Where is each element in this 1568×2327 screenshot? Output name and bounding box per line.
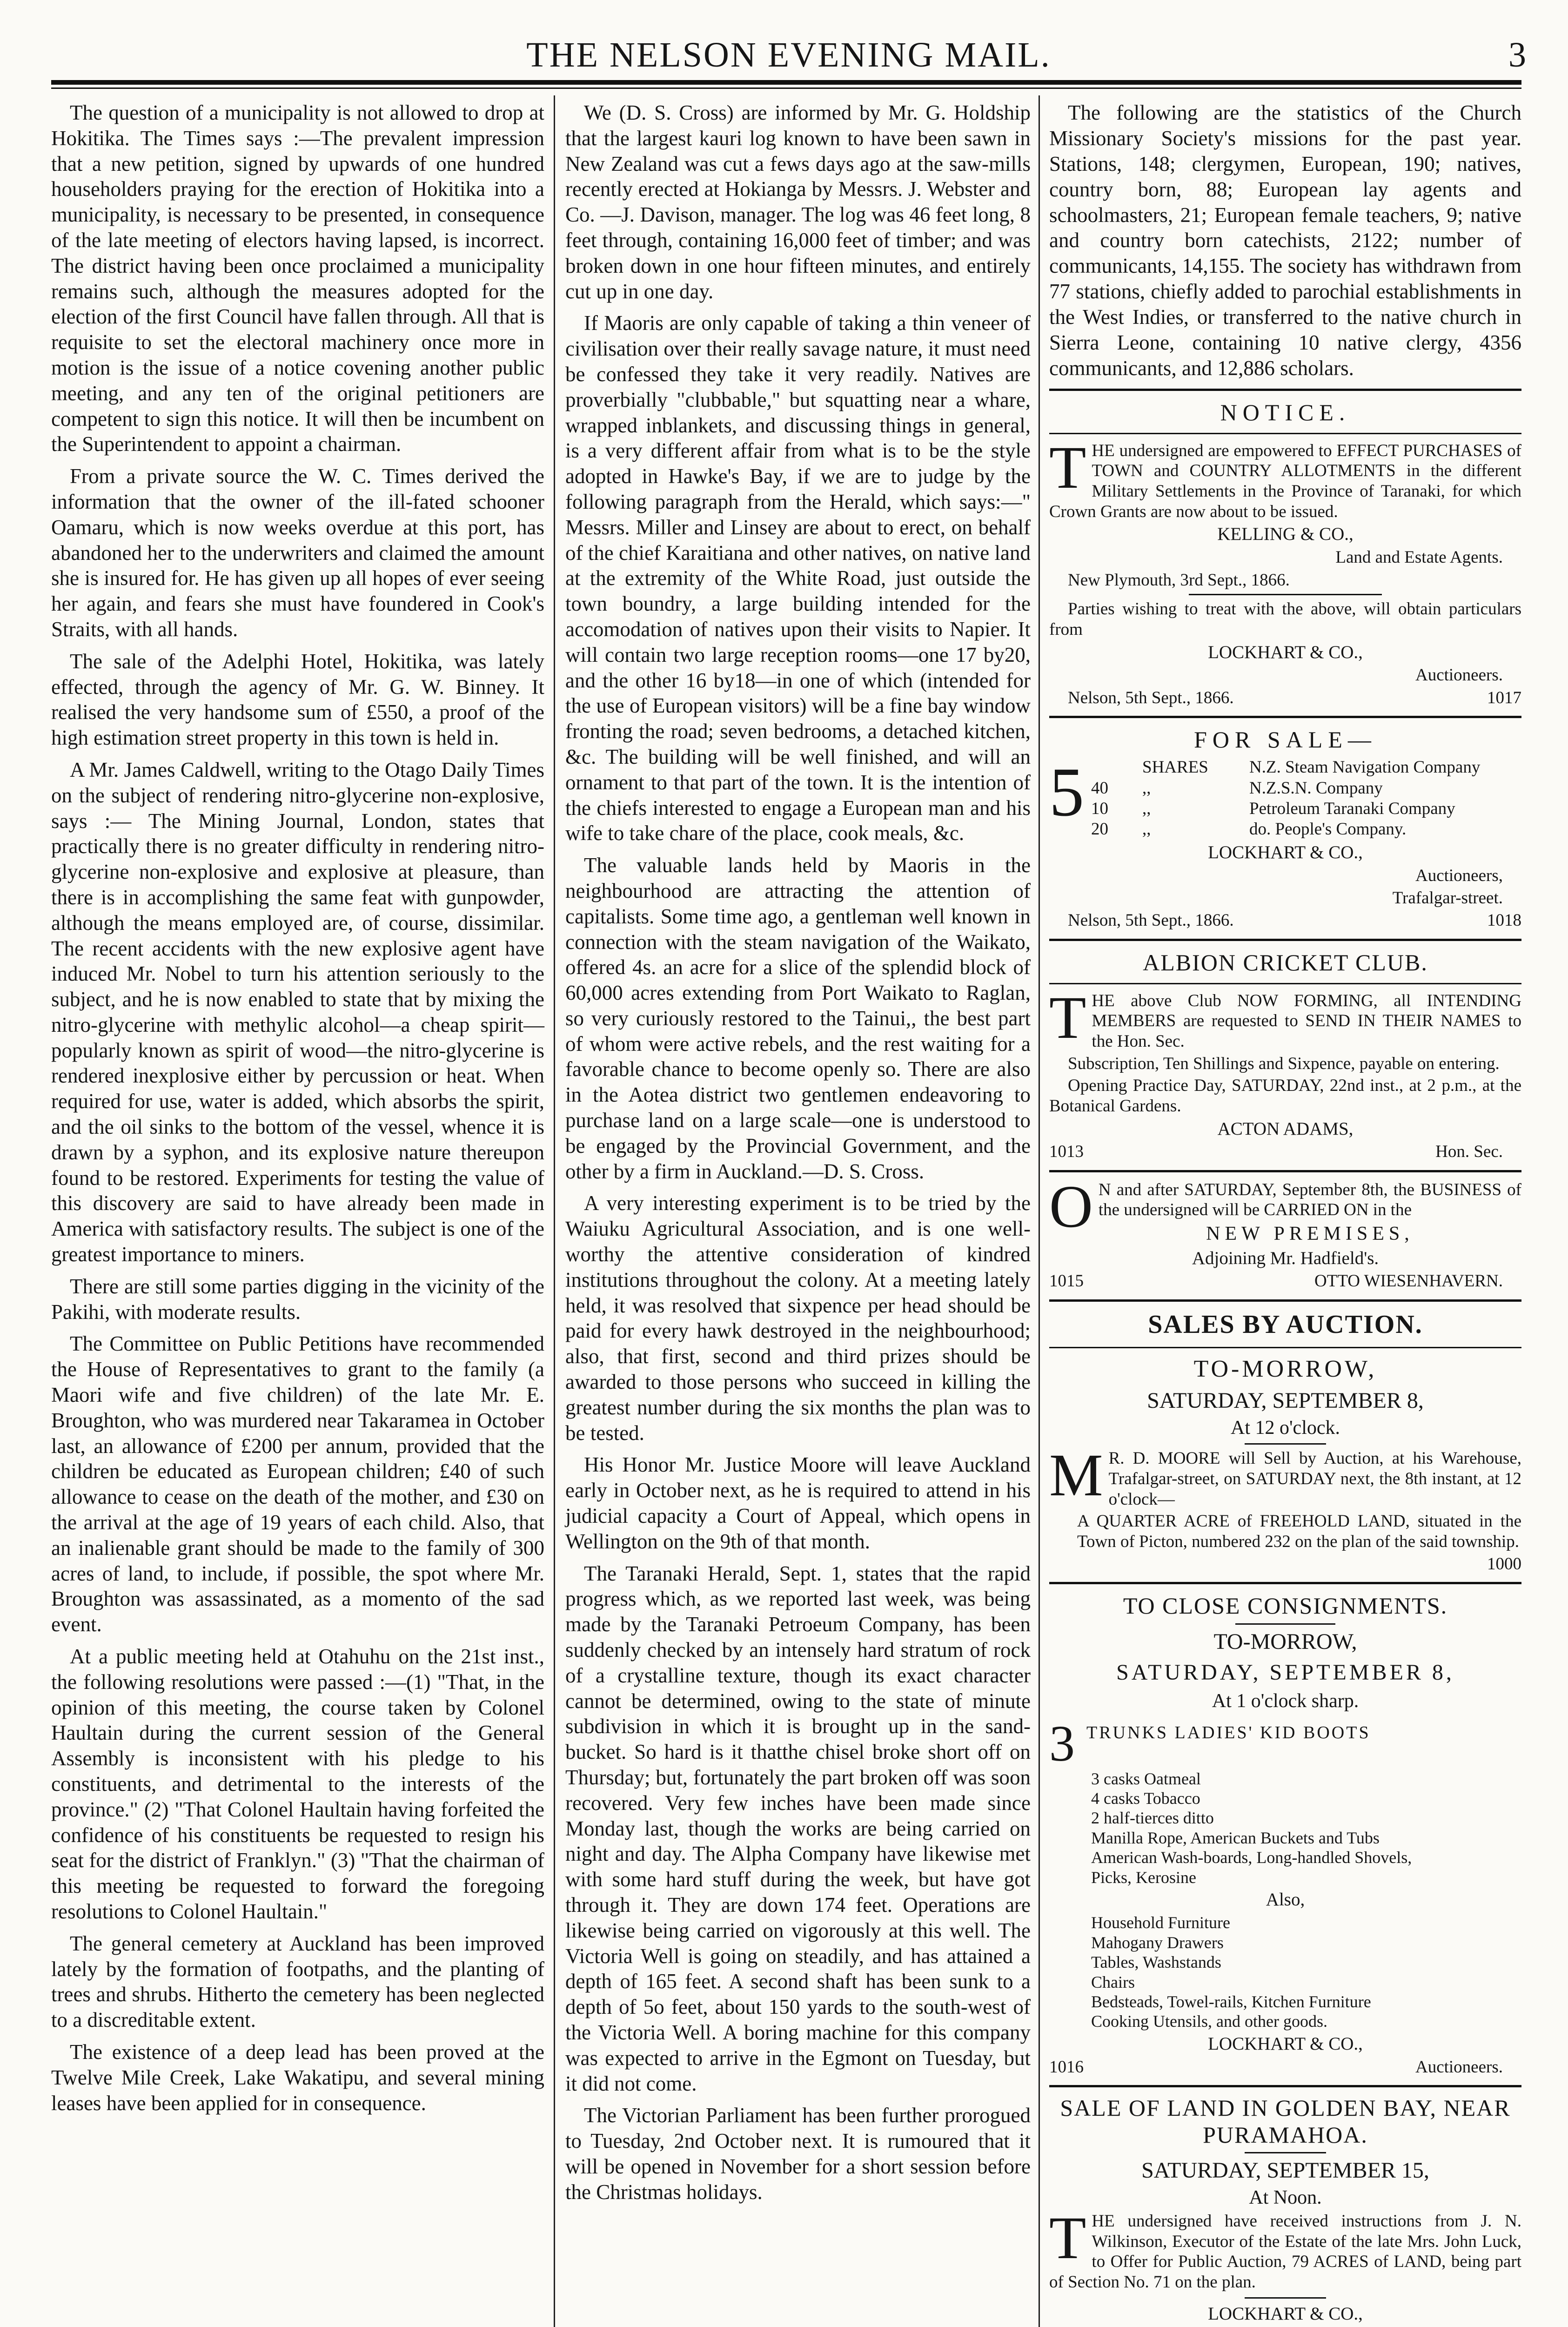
list-item: 3 casks Oatmeal <box>1091 1769 1201 1788</box>
ad-subheading: NEW PREMISES, <box>1206 1223 1414 1245</box>
auction-day: TO-MORROW, <box>1193 1355 1377 1382</box>
ad-body: Opening Practice Day, SATURDAY, 22nd inst., at 2 p.m., at the Botanical Gardens. <box>1049 1076 1521 1116</box>
ad-signer: ACTON ADAMS, <box>1217 1118 1354 1139</box>
ad-land-sale <box>1049 2095 1521 2327</box>
page-number: 3 <box>1508 35 1526 74</box>
ad-number: 1000 <box>1487 1554 1521 1574</box>
list-item: Cooking Utensils, and other goods. <box>1091 2012 1327 2031</box>
shares-block <box>1049 753 1521 840</box>
ad-heading: ALBION CRICKET CLUB. <box>1143 949 1428 975</box>
ad-text: HE undersigned have received instructions from J. N. Wilkinson, Executor of the Estate of the late Mrs. John Luck, to Offer for Public Auction, 79 ACRES of LAND, being part of Section No. 71 on the plan. <box>1049 2212 1521 2292</box>
ad-signer-role: Auctioneers. <box>1415 2057 1503 2077</box>
ad-divider <box>1049 1299 1521 1302</box>
ad-body <box>1049 984 1521 1052</box>
list-item: Bedsteads, Towel-rails, Kitchen Furniture <box>1091 1992 1371 2011</box>
article-waiuku-hawks: A very interesting experiment is to be tried by the Waiuku Agricultural Association, and is one well-worthy the attentive consideration of kindred institutions throughout the colony. At a meeting lately held, it was resolved that sixpence per head should be paid for every hawk destroyed in the neighbourhood; also, that first, second and third prizes should be awarded to those persons who succeed in killing the greatest number during the six months the plan was to be tested. <box>565 1191 1031 1445</box>
list-item: Chairs <box>1091 1972 1135 1991</box>
ad-heading: TO CLOSE CONSIGNMENTS. <box>1123 1592 1448 1619</box>
ad-notice <box>1049 398 1521 708</box>
ad-text: N and after SATURDAY, September 8th, the BUSINESS of the undersigned will be CARRIED ON in the <box>1098 1180 1521 1220</box>
list-item: American Wash-boards, Long-handled Shovels, <box>1091 1848 1412 1867</box>
ad-signer-role: Land and Estate Agents. <box>1335 548 1503 567</box>
ad-dateline: Nelson, 5th Sept., 1866. <box>1068 688 1234 707</box>
list-item: Picks, Kerosine <box>1091 1868 1196 1887</box>
column-1 <box>51 100 544 2122</box>
ad-footer <box>1068 688 1521 708</box>
list-item: 2 half-tierces ditto <box>1091 1809 1214 1828</box>
article-pakihi: There are still some parties digging in the vicinity of the Pakihi, with moderate results. <box>51 1274 544 1324</box>
column-divider-1 <box>554 95 555 2327</box>
ad-signer-role: Auctioneers, <box>1415 866 1503 885</box>
ad-body: A QUARTER ACRE of FREEHOLD LAND, situated in the Town of Picton, numbered 232 on the plan of the said township. <box>1077 1512 1521 1551</box>
ad-divider <box>1049 939 1521 941</box>
ad-number: 1013 <box>1049 1142 1084 1162</box>
auction-time: At 12 o'clock. <box>1230 1417 1340 1439</box>
ad-divider <box>1049 983 1521 984</box>
ad-text: HE undersigned are empowered to EFFECT PURCHASES of TOWN and COUNTRY ALLOTMENTS in the different Military Settlements in the Province of Taranaki, for which Crown Grants are now about to be issued. <box>1049 441 1521 521</box>
ad-divider <box>1245 1443 1326 1445</box>
list-item: SHARES N.Z. Steam Navigation Company <box>1142 758 1481 777</box>
drop-cap: T <box>1049 2205 1086 2272</box>
column-divider-2 <box>1039 95 1040 2327</box>
ad-body <box>1049 434 1521 522</box>
ad-footer <box>1049 1142 1521 1162</box>
list-item: 4 casks Tobacco <box>1091 1789 1200 1808</box>
ad-number: 1018 <box>1487 911 1521 930</box>
ad-text: R. D. MOORE will Sell by Auction, at his Warehouse, Trafalgar-street, on SATURDAY next, the 8th instant, at 12 o'clock— <box>1108 1449 1521 1509</box>
article-hokitika-municipality: The question of a municipality is not allowed to drop at Hokitika. The Times says :—The prevalent impression that a new petition, signed by upwards of one hundred householders praying for the erection of Hokitika into a municipality, is necessary to be presented, in consequence of the late meeting of electors having lapsed, is incorrect. The district having been once proclaimed a municipality remains such, although the measures adopted for the election of the first Council have fallen through. All that is requisite to set the electoral machinery once more in motion is the issue of a notice covening another public meeting, and any ten of the original petitioners are competent to sign this notice. It will then be incumbent on the Superintendent to appoint a chairman. <box>51 101 544 456</box>
ad-new-premises <box>1049 1173 1521 1292</box>
article-public-petitions: The Committee on Public Petitions have recommended the House of Representatives to grant to the family (a Maori wife and five children) of the late Mr. E. Broughton, who was murdered near Takaramea in October last, an allowance of £200 per annum, provided that the children be educated as European children; £40 of such allowance to cease on the death of the mother, and £30 on the arrival at the age of 19 years of each child. Also, that an inalienable grant should be made to the family of 300 acres of land, to include, if possible, the spot where Mr. Broughton was assassinated, as a momento of the sad event. <box>51 1332 544 1636</box>
article-auckland-cemetery: The general cemetery at Auckland has been improved lately by the formation of footpaths, and the planting of trees and shrubs. Hitherto the cemetery has been neglected to a discreditable extent. <box>51 1931 544 2032</box>
newspaper-title: THE NELSON EVENING MAIL. <box>526 35 1051 74</box>
drop-cap: T <box>1049 434 1086 501</box>
ad-body <box>1049 2205 1521 2293</box>
ad-heading: NOTICE. <box>1220 399 1351 425</box>
article-maori-building: If Maoris are only capable of taking a thin veneer of civilisation over their really savage nature, it must need be confessed they take it very readily. Natives are proverbially "clubbable," but squatting near a whare, wrapped inblankets, and discussing things in general, is a very different affair from what is to be the style adopted in Hawke's Bay, if we are to judge by the following paragraph from the Herald, which says:—" Messrs. Miller and Linsey are about to erect, on behalf of the chief Karaitiana and other natives, on native land at the extremity of the White Road, just outside the town boundry, a large building intended for the accomodation of natives upon their visits to Napier. It will contain two large reception rooms—one 17 by20, and the other 16 by18—in one of which (intended for the use of European visitors) will be a fine bay window fronting the road; seven bedrooms, a detached kitchen, &c. The building will be well finished, and will an ornament to that part of the town. It is the intention of the chiefs interested to engage a European man and his wife to take chare of the place, cook meals, &c. <box>565 311 1031 845</box>
ad-body: Parties wishing to treat with the above, will obtain particulars from <box>1049 599 1521 639</box>
ad-text: HE above Club NOW FORMING, all INTENDING MEMBERS are requested to SEND IN THEIR NAMES to the Hon. Sec. <box>1092 991 1521 1051</box>
ad-signer: LOCKHART & CO., <box>1208 2033 1363 2054</box>
article-deep-lead: The existence of a deep lead has been proved at the Twelve Mile Creek, Lake Wakatipu, and several mining leases have been applied for in consequence. <box>51 2040 544 2115</box>
drop-cap: T <box>1049 984 1086 1051</box>
article-taranaki-petroleum: The Taranaki Herald, Sept. 1, states that the rapid progress which, as we reported last week, was being made by the Taranaki Petroeum Company, has been suddenly checked by an intensely hard stratum of rock of a crystalline texture, though its exact character cannot be determined, owing to the state of minute subdivision in which it is brought up in the sand-bucket. So hard is it thatthe chisel broke short off on Thursday; but, fortunately the part broken off was soon recovered. Very few inches have been made since Monday last, though the works are being carried on night and day. The Alpha Company have likewise met with some hard stuff during the week, but have got through it. They are down 174 feet. Operations are likewise being carried on vigorously at this well. The Victoria Well is going on steadily, and has attained a depth of 165 feet. A second shaft has been sunk to a depth of 5o feet, about 150 yards to the south-west of the Victoria Well. A boring machine for this company was expected to arrive in the Egmont on Tuesday, but it did not come. <box>565 1561 1031 2095</box>
ad-divider <box>1049 716 1521 718</box>
column-3 <box>1049 100 1521 2327</box>
also-label: Also, <box>1266 1890 1305 1910</box>
list-item: 40 ,, N.Z.S.N. Company <box>1091 778 1383 798</box>
ad-cricket-club <box>1049 948 1521 1163</box>
big-number: 5 <box>1049 753 1084 831</box>
ad-close-consignments <box>1049 1592 1521 2078</box>
ad-body <box>1049 1442 1521 1509</box>
ad-number: 1017 <box>1487 688 1521 707</box>
goods-list <box>1091 1769 1521 1888</box>
ad-divider <box>1189 594 1382 595</box>
big-number: 3 <box>1049 1715 1075 1772</box>
article-nitro-glycerine: A Mr. James Caldwell, writing to the Otago Daily Times on the subject of rendering nitro-glycerine non-explosive, says :— The Mining Journal, London, states that practically there is no greater difficulty in rendering nitro-glycerine non-explosive and explosive at pleasure, than there is in accomplishing the same feat with gunpowder, although the means employed are, of course, dissimilar. The recent accidents with the new explosive agent have induced Mr. Nobel to turn his attention seriously to the subject, and he is now enabled to state that by mixing the nitro-glycerine with methylic alcohol—a cheap spirit—popularly known as spirit of wood—the nitro-glycerine is rendered inexplosive either by percussion or heat. When required for use, water is added, which absorbs the spirit, and the oil sinks to the bottom of the vessel, whence it is drawn by a syphon, and its explosive nature thereupon found to be restored. Experiments for testing the value of this discovery are said to have already been made in America with satisfactory results. The subject is one of the greatest importance to miners. <box>51 758 544 1266</box>
article-adelphi-hotel: The sale of the Adelphi Hotel, Hokitika, was lately effected, through the agency of Mr. G. W. Binney. It realised the very handsome sum of £550, a proof of the high estimation street property in this town is held in. <box>51 649 544 750</box>
ad-signer-role: Auctioneers. <box>1415 666 1503 685</box>
ad-divider <box>1049 1582 1521 1584</box>
ad-footer <box>1049 1554 1521 1574</box>
article-victorian-parliament: The Victorian Parliament has been further prorogued to Tuesday, 2nd October next. It is rumoured that it will be opened in November for a short session before the Christmas holidays. <box>565 2104 1031 2204</box>
ad-signer: LOCKHART & CO., <box>1208 2303 1363 2324</box>
auction-time: At Noon. <box>1249 2186 1322 2208</box>
header-rule-thick <box>51 80 1521 85</box>
list-item: Household Furniture <box>1091 1913 1230 1932</box>
ad-number: 1015 <box>1049 1271 1084 1291</box>
ad-sales-by-auction <box>1049 1309 1521 1574</box>
ad-number: 1016 <box>1049 2057 1084 2077</box>
masthead <box>51 14 1526 98</box>
ad-signer: OTTO WIESENHAVERN. <box>1314 1271 1503 1291</box>
ad-divider <box>1245 2297 1326 2299</box>
list-item: Tables, Washstands <box>1091 1953 1221 1972</box>
ad-divider <box>1049 1170 1521 1172</box>
article-kauri-log: We (D. S. Cross) are informed by Mr. G. Holdship that the largest kauri log known to have been sawn in New Zealand was cut a fews days ago at the saw-mills recently erected at Hokianga by Messrs. J. Webster and Co. —J. Davison, manager. The log was 46 feet long, 8 feet through, containing 16,000 feet of timber; and was broken down in one hour fifteen minutes, and entirely cut up in one day. <box>565 101 1031 303</box>
auction-day: TO-MORROW, <box>1213 1629 1357 1654</box>
ad-signer-address: Trafalgar-street. <box>1392 888 1503 908</box>
ad-heading: FOR SALE— <box>1194 726 1377 753</box>
shares-list <box>1091 757 1521 840</box>
ad-divider <box>1049 2085 1521 2087</box>
ad-divider <box>1235 1623 1335 1625</box>
section-heading: SALES BY AUCTION. <box>1148 1310 1423 1339</box>
auction-time: At 1 o'clock sharp. <box>1212 1690 1359 1712</box>
ad-signer-role: Hon. Sec. <box>1435 1142 1503 1162</box>
column-2 <box>565 100 1031 2212</box>
header-rule-thin <box>51 87 1521 89</box>
ad-body: Subscription, Ten Shillings and Sixpence, payable on entering. <box>1068 1054 1500 1073</box>
list-item: Mahogany Drawers <box>1091 1933 1224 1952</box>
article-justice-moore: His Honor Mr. Justice Moore will leave Auckland early in October next, as he is required to attend in his judicial capacity a Court of Appeal, which opens in Wellington on the 9th of that month. <box>565 1453 1031 1553</box>
auction-date: SATURDAY, SEPTEMBER 8, <box>1147 1388 1424 1413</box>
ad-footer <box>1068 910 1521 931</box>
ad-for-sale <box>1049 726 1521 931</box>
article-otahuhu-meeting: At a public meeting held at Otahuhu on the 21st inst., the following resolutions were passed :—(1) "That, in the opinion of this meeting, the course taken by Colonel Haultain during the current session of the General Assembly is inconsistent with his pledge to his constituents, and detrimental to the interests of the province." (2) "That Colonel Haultain having forfeited the confidence of his constituents be requested to resign his seat for the district of Franklyn." (3) "That the chairman of this meeting be requested to forward the foregoing resolutions to Colonel Haultain." <box>51 1645 544 1923</box>
goods-list <box>1091 1913 1521 2031</box>
auction-date: SATURDAY, SEPTEMBER 15, <box>1141 2158 1429 2183</box>
ad-dateline: New Plymouth, 3rd Sept., 1866. <box>1068 570 1290 590</box>
ad-heading: SALE OF LAND IN GOLDEN BAY, NEAR PURAMAHOA. <box>1060 2095 1511 2148</box>
article-schooner-oamaru: From a private source the W. C. Times derived the information that the owner of the ill-fated schooner Oamaru, which is now weeks overdue at this port, has abandoned her to the underwriters and claimed the amount she is insured for. He has given up all hopes of ever seeing her again, and fears she must have foundered in Cook's Straits, with all hands. <box>51 464 544 641</box>
article-missionary-statistics: The following are the statistics of the Church Missionary Society's missions for the past year. Stations, 148; clergymen, European, 190; natives, country born, 88; European lay agents and schoolmasters, 21; European female teachers, 9; native and country born catechists, 2122; number of communicants, 14,155. The society has withdrawn from 77 stations, chiefly added to parochial establishments in the West Indies, or transferred to the native church in Sierra Leone, containing 10 native clergy, 4356 communicants, and 12,886 scholars. <box>1049 101 1521 380</box>
ad-dateline: Nelson, 5th Sept., 1866. <box>1068 911 1234 930</box>
ad-signer: LOCKHART & CO., <box>1208 642 1363 662</box>
auction-date: SATURDAY, SEPTEMBER 8, <box>1116 1660 1454 1685</box>
ad-footer <box>1049 2057 1521 2078</box>
ad-divider <box>1049 389 1521 391</box>
lead-item: TRUNKS LADIES' KID BOOTS <box>1086 1722 1371 1742</box>
ad-signer: LOCKHART & CO., <box>1208 842 1363 862</box>
ad-divider <box>1049 1347 1521 1348</box>
article-maori-lands: The valuable lands held by Maoris in the neighbourhood are attracting the attention of capitalists. Some time ago, a gentleman well known in connection with the steam navigation of the Waikato, offered 4s. an acre for a slice of the splendid block of 60,000 acres extending from Port Waikato to Raglan, so very curiously restored to the Tainui,, the best part of whom were active rebels, and the rest waiting for a favorable chance to become openly so. There are also in the Aotea district two gentlemen endeavoring to purchase land on a large scale—one is understood to be engaged by the Provincial Government, and the other by a firm in Auckland.—D. S. Cross. <box>565 854 1031 1183</box>
ad-divider <box>1049 433 1521 434</box>
ad-divider <box>1245 2152 1326 2153</box>
list-item: Manilla Rope, American Buckets and Tubs <box>1091 1828 1380 1847</box>
goods-lead <box>1049 1715 1521 1772</box>
list-item: 20 ,, do. People's Company. <box>1091 820 1407 839</box>
list-item: 10 ,, Petroleum Taranaki Company <box>1091 799 1455 818</box>
drop-cap: M <box>1049 1442 1103 1509</box>
ad-signer: KELLING & CO., <box>1217 524 1354 545</box>
drop-cap: O <box>1049 1173 1093 1240</box>
ad-footer <box>1049 1271 1521 1291</box>
ad-subline: Adjoining Mr. Hadfield's. <box>1192 1248 1379 1268</box>
